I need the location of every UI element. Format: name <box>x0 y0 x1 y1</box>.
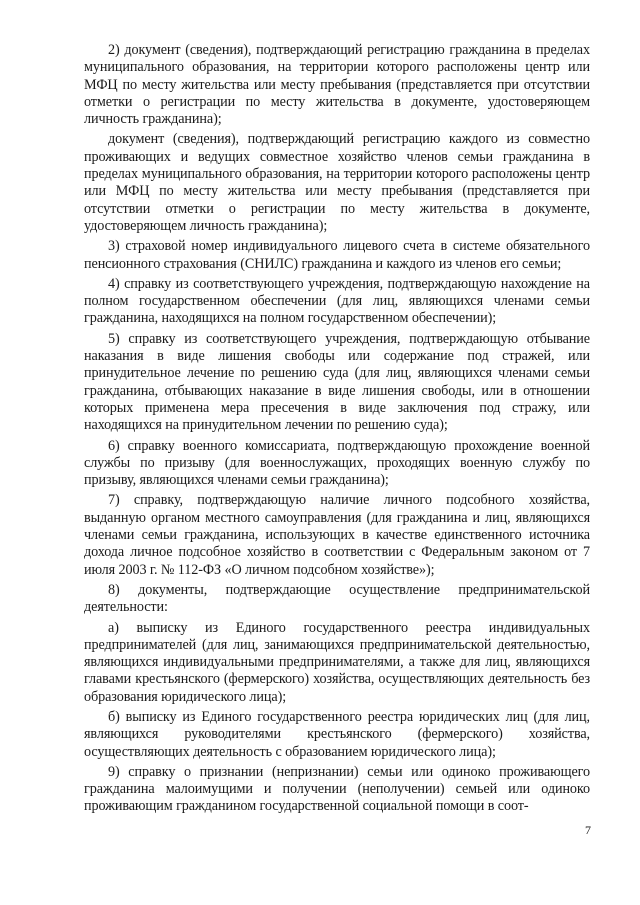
paragraph-3-snils: 3) страховой номер индивидуального лицевого счета в системе обязательного пенсионного страхования (СНИЛС) гражданина и каждого из членов его семьи; <box>84 238 590 272</box>
paragraph-8b-legal-entities-register: б) выписку из Единого государственного реестра юридических лиц (для лиц, являющихся руководителями крестьянского (фермерского) хозяйства, осуществляющих деятельность с образованием юридического лица); <box>84 708 590 760</box>
paragraph-9-low-income: 9) справку о признании (непризнании) семьи или одиноко проживающего гражданина малоимущими и получении (неполучении) семьей или одиноко проживающим гражданином государственной социальной помощи в соот- <box>84 763 590 815</box>
paragraph-4-state-support: 4) справку из соответствующего учреждения, подтверждающую нахождение на полном государственном обеспечении (для лиц, являющихся членами семьи гражданина, находящихся на полном государственном обеспечении); <box>84 275 590 327</box>
paragraph-8a-entrepreneurs-register: а) выписку из Единого государственного реестра индивидуальных предпринимателей (для лиц, занимающихся предпринимательской деятельностью, являющихся индивидуальными предпринимателями, а также для лиц, являющихся главами крестьянского (фермерского) хозяйства, осуществляющих деятельность без образования юридического лица); <box>84 619 590 705</box>
page-number: 7 <box>585 823 591 837</box>
paragraph-6-military-service: 6) справку военного комиссариата, подтверждающую прохождение военной службы по призыву (для военнослужащих, проходящих военную службу по призыву, являющихся членами семьи гражданина); <box>84 437 590 489</box>
paragraph-family-registration: документ (сведения), подтверждающий регистрацию каждого из совместно проживающих и ведущих совместное хозяйство членов семьи гражданина в пределах муниципального образования, на территории которого расположены центр или МФЦ по месту жительства или месту пребывания (представляется при отсутствии отметки о регистрации по месту жительства в документе, удостоверяющем личность гражданина); <box>84 131 590 234</box>
paragraph-7-household-plot: 7) справку, подтверждающую наличие личного подсобного хозяйства, выданную органом местного самоуправления (для гражданина и лиц, являющихся членами семьи гражданина, использующих в качестве единственного источника дохода личное подсобное хозяйство в соответствии с Федеральным законом от 7 июля 2003 г. № 112-ФЗ «О личном подсобном хозяйстве»); <box>84 492 590 578</box>
paragraph-8-business: 8) документы, подтверждающие осуществление предпринимательской деятельности: <box>84 581 590 616</box>
paragraph-5-imprisonment: 5) справку из соответствующего учреждения, подтверждающую отбывание наказания в виде лишения свободы или содержание под стражей, или принудительное лечение по решению суда (для лиц, являющихся членами семьи гражданина, отбывающих наказание в виде лишения свободы, или в отношении которых применена мера пресечения в виде заключения под стражу, или находящихся на принудительном лечении по решению суда); <box>84 330 590 434</box>
paragraph-2-registration: 2) документ (сведения), подтверждающий регистрацию гражданина в пределах муниципального образования, на территории которого расположены центр или МФЦ по месту жительства или месту пребывания (представляется при отсутствии отметки о регистрации по месту жительства в документе, удостоверяющем личность гражданина); <box>84 42 590 128</box>
